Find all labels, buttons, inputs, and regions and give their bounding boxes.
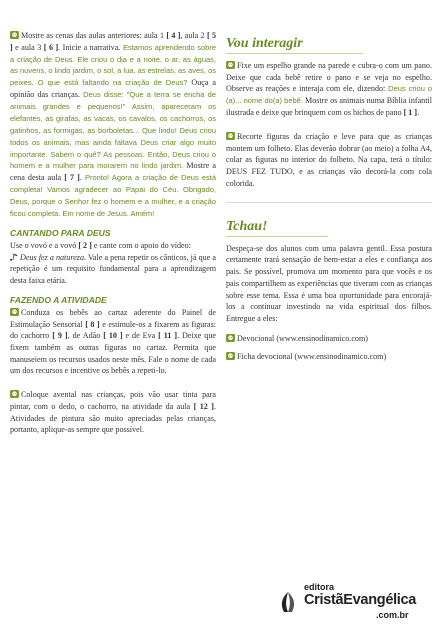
text: . Inicie a narrativa. — [58, 42, 123, 52]
child-face-icon — [226, 334, 235, 342]
text: Despeça-se dos alunos com uma palavra gentil. Essa postura certamente trará sensação de bem-estar a eles e confiança aos pais. Se possível, promova um momento para que vocês e os pais compartilhem as experiências que tiveram com as crianças sobre esse tema. Essa é uma boa oportunidade para encorajá-los a continuar investindo na vida espiritual dos filhos. Entregue a eles: — [226, 243, 432, 324]
text: Ficha devocional (www.ensinodinamico.com) — [237, 351, 387, 361]
text: e de Eva — [122, 331, 159, 341]
text: Recorte figuras da criação e leve para que as crianças montem um folheto. Elas deverão dobrar (ao meio) a folha A4, colar as figuras no interior do folheto. Na capa, terá o título: DEUS FEZ TUDO, e as crianças vão decorá-la com cola colorida. — [226, 131, 432, 188]
publisher-logo-icon — [276, 590, 300, 614]
text: Ouça a opinião das crianças. — [10, 78, 217, 100]
text: . Deixe que fixem também as outras figuras no cartaz. Permita que manuseiem os recursos usados neste mês. Fale o nome de cada um dos recursos e incentive os bebês a repeti-lo. — [10, 331, 216, 376]
resource-number: [ 4 ] — [166, 31, 181, 40]
story-text: Pronto! Agora a criação de Deus está completa! Vamos agradecer ao Papai do Céu. Obrigado, Deus, porque o Senhor fez o homem e a mulher, e a criação ficou completa. Em nome de Jesus. Amém! — [10, 173, 217, 218]
child-face-icon — [226, 352, 235, 360]
song-title: Deus fez a natureza — [20, 252, 84, 262]
text: e cante com o apoio do vídeo: — [91, 240, 191, 250]
text: . — [417, 108, 420, 118]
ficha-devocional-item — [226, 351, 432, 363]
text: Mostre as cenas das aulas anteriores: aula 1 — [21, 31, 167, 40]
text: . Atividades de pintura são muito apreciadas pelas crianças, portanto, aplique-as sempre que possível. — [10, 401, 217, 435]
right-column — [226, 34, 432, 362]
child-face-icon — [10, 31, 19, 39]
narrative-paragraph — [10, 30, 216, 220]
child-face-icon — [10, 308, 19, 316]
left-column — [10, 30, 216, 436]
text: Conduza os bebês ao cartaz aderente do Painel de Estimulação Sensorial — [10, 307, 216, 329]
resource-number: [ 2 ] — [78, 240, 92, 250]
text: , aula 2 — [180, 31, 207, 40]
story-text: Deus disse: "Que a terra se encha de animais grandes e pequenos!" Assim, apareceram os elefantes, as girafas, as vacas, os cavalos, os cachorros, os gatinhos, as formigas, as borboletas... Que lindo! Deus criou todos os animais, mas ainda faltava Deus criar algo muito importante. Sabem o quê? As pessoas. Então, Deus criou o homem e a mulher para morarem no lindo jardim. — [10, 90, 216, 171]
resource-number: [ 11 ] — [158, 331, 178, 341]
section-heading-atividade: FAZENDO A ATIVIDADE — [10, 294, 107, 305]
folheto-paragraph — [226, 131, 432, 190]
text: Mostre os animais numa Bíblia infantil ilustrada e deixe que brinquem com os bichos de pano — [226, 96, 432, 118]
text: , de Adão — [67, 331, 104, 341]
resource-number: [ 6 ] — [43, 42, 59, 52]
publisher-logo — [276, 580, 436, 628]
resource-number: [ 12 ] — [193, 401, 214, 411]
cantando-paragraph — [10, 240, 216, 287]
story-text: Deus criou o (a)... nome do(a) bebê. — [226, 84, 432, 106]
text: Coloque avental nas crianças, pois vão usar tinta para pintar, com o dedo, o cachorro, na atividade da aula — [10, 390, 216, 411]
text: . Vale a pena repetir os cânticos, já que a repetição é um requisito fundamental para a aprendizagem desta faixa etária. — [10, 252, 216, 286]
tchau-heading: Tchau! — [226, 218, 268, 234]
text: e aula 3 — [12, 42, 44, 52]
child-face-icon — [10, 390, 19, 398]
music-note-icon — [10, 253, 18, 261]
atividade-paragraph — [10, 307, 216, 377]
text: Devocional (www.ensinodinamico.com) — [237, 333, 368, 343]
resource-number: [ 7 ] — [64, 173, 80, 183]
resource-number: [ 1 ] — [403, 108, 418, 118]
avental-paragraph — [10, 389, 216, 436]
tchau-paragraph — [226, 243, 432, 325]
resource-number: [ 5 ] — [10, 31, 217, 52]
devocional-item — [226, 333, 432, 345]
text: . — [79, 173, 85, 183]
text: Mostre a cena desta aula — [10, 161, 216, 183]
logo-small-text: editora — [304, 582, 335, 592]
logo-url-text: .com.br — [376, 610, 409, 620]
text: e estimule-os a fixarem as figuras: do cachorro — [10, 319, 216, 341]
section-heading-cantando: CANTANDO PARA DEUS — [10, 227, 111, 238]
child-face-icon — [226, 132, 235, 140]
story-text: Estamos aprendendo sobre a criação de Deus. Ele criou o dia e a noite, o ar, as águas, as nuvens, o lindo jardim, o sol, a lua, as estrelas, as aves, os peixes. O que está faltando na criação de Deus? — [10, 42, 216, 88]
vou-interagir-heading: Vou interagir — [226, 36, 303, 51]
child-face-icon — [226, 61, 235, 69]
logo-brand-text: CristãEvangélica — [304, 592, 417, 608]
resource-number: [ 9 ] — [52, 331, 68, 341]
text: Fixe um espelho grande na parede e cubra-o com um pano. Deixe que cada bebê retire o pano e se veja no espelho. Observe as reações e interaja com ele, dizendo: — [226, 61, 432, 94]
section-divider — [226, 202, 432, 203]
espelho-paragraph — [226, 60, 432, 119]
resource-number: [ 10 ] — [103, 331, 123, 341]
text: Use o vovó e a vovó — [10, 240, 79, 250]
resource-number: [ 8 ] — [85, 319, 100, 329]
